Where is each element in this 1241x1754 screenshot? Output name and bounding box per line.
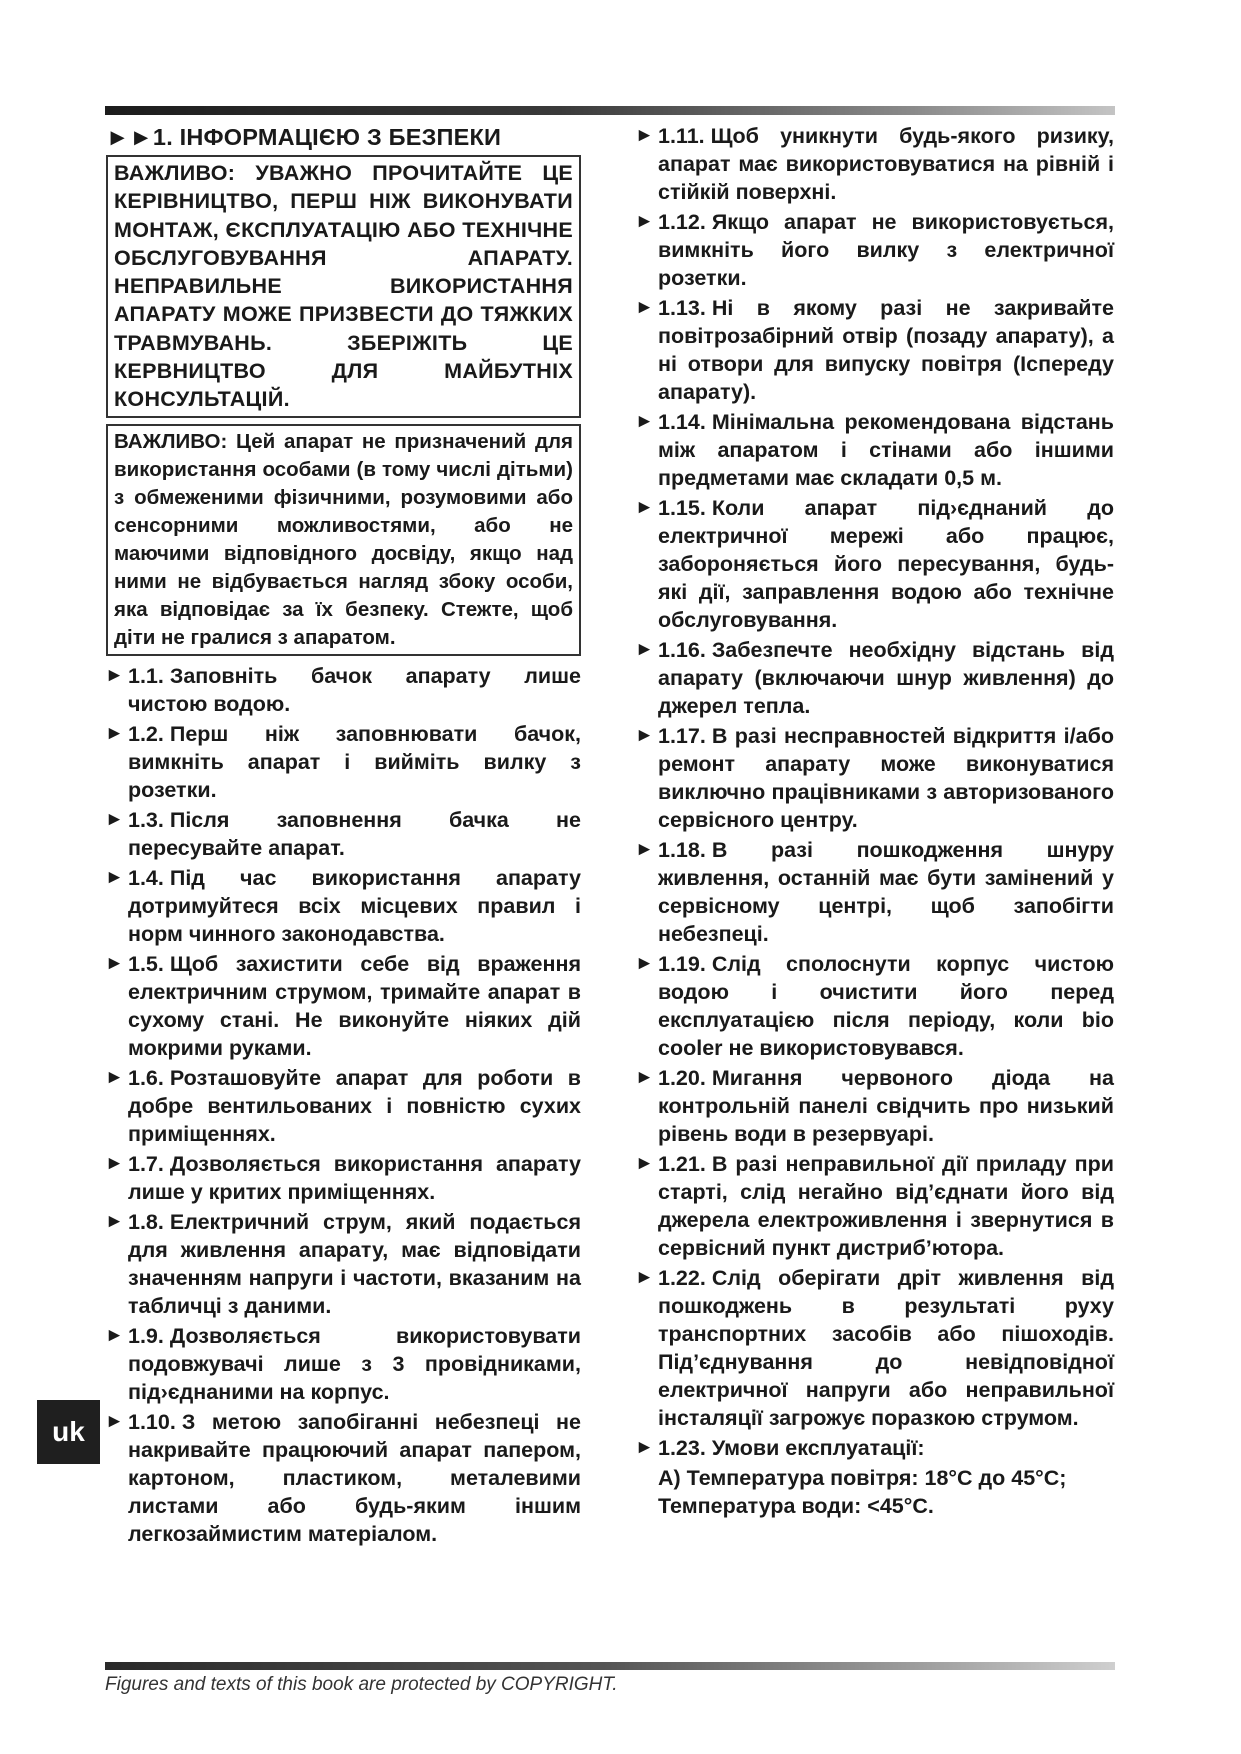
item-number: 1.8. — [128, 1209, 164, 1234]
arrow-right-icon: ► — [105, 1410, 124, 1432]
item-text: Умови експлуатації: — [711, 1436, 925, 1460]
item-text: З метою запобіганні небезпеці не накривайте працюючий апарат папером, картоном, пластиком, металевими листами або будь-яким іншим легкозаймистим матеріалом. — [128, 1409, 581, 1546]
item-text: Слід сполоснути корпус чистою водою і очистити його перед експлуатацією після періоду, коли bio cooler не використовувався. — [658, 952, 1114, 1060]
left-column — [106, 122, 581, 1550]
item-text: Розташовуйте апарат для роботи в добре вентильованих і повністю сухих приміщеннях. — [128, 1065, 581, 1146]
arrow-right-icon: ► — [635, 297, 654, 318]
item-number: 1.6. — [128, 1065, 164, 1090]
operating-conditions-air: А) Температура повітря: 18°C до 45°C; — [658, 1466, 1067, 1490]
safety-item — [106, 1064, 581, 1148]
safety-item — [636, 1264, 1114, 1432]
item-number: 1.20. — [658, 1066, 706, 1090]
item-text: Мигання червоного діода на контрольній панелі свідчить про низький рівень води в резервуарі. — [658, 1066, 1114, 1146]
safety-item — [636, 722, 1114, 834]
item-number: 1.15. — [658, 496, 706, 520]
item-number: 1.2. — [128, 721, 164, 746]
item-number: 1.5. — [128, 951, 164, 976]
item-text: Ні в якому разі не закривайте повітрозабірний отвір (позаду апарату), а ні отвори для випуску повітря (Іспереду апарату). — [658, 296, 1114, 404]
item-number: 1.14. — [658, 410, 706, 434]
safety-item — [636, 1434, 1114, 1462]
item-number: 1.19. — [658, 952, 706, 976]
item-text: В разі неправильної дії приладу при старті, слід негайно від’єднати його від джерела електроживлення і звернутися в сервісний пункт дистриб’ютора. — [658, 1152, 1114, 1260]
item-number: 1.23. — [658, 1436, 706, 1460]
arrow-right-icon: ► — [635, 1437, 654, 1458]
arrow-right-icon: ► — [105, 722, 124, 744]
arrow-right-icon: ► — [105, 808, 124, 830]
item-number: 1.7. — [128, 1151, 164, 1176]
safety-item — [106, 1322, 581, 1406]
item-text: Коли апарат під›єднаний до електричної мережі або працює, забороняється його пересування, будь-які дії, заправлення водою або технічне обслуговування. — [658, 496, 1114, 632]
arrow-right-icon: ► — [635, 497, 654, 518]
item-number: 1.3. — [128, 807, 164, 832]
safety-item — [636, 1150, 1114, 1262]
arrow-right-icon: ► — [635, 1153, 654, 1174]
item-text: Мінімальна рекомендована відстань між апаратом і стінами або іншими предметами має складати 0,5 м. — [658, 410, 1114, 490]
arrow-right-icon: ► — [105, 952, 124, 974]
item-text: Після заповнення бачка не пересувайте апарат. — [128, 807, 581, 860]
item-text: Електричний струм, який подається для живлення апарату, має відповідати значенням напруги і частоти, вказаним на табличці з даними. — [128, 1209, 581, 1318]
language-tab: uk — [37, 1400, 100, 1464]
right-column — [636, 122, 1114, 1520]
safety-item — [636, 950, 1114, 1062]
item-number: 1.12. — [658, 210, 706, 234]
safety-item — [106, 864, 581, 948]
item-number: 1.10. — [128, 1409, 176, 1434]
item-text: Щоб уникнути будь-якого ризику, апарат має використовуватися на рівній і стійкій поверхні. — [658, 124, 1114, 204]
important-children-notice-box: ВАЖЛИВО: Цей апарат не призначений для використання особами (в тому числі дітьми) з обмеженими фізичними, розумовими або сенсорними можливостями, або не маючими відповідного досвіду, якщо над ними не відбувається нагляд збоку особи, яка відповідає за їх безпеку. Стежте, щоб діти не гралися з апаратом. — [106, 424, 581, 656]
safety-item — [106, 806, 581, 862]
arrow-right-icon: ► — [105, 1210, 124, 1232]
safety-item — [106, 1150, 581, 1206]
item-text: В разі несправностей відкриття і/або ремонт апарату може виконуватися виключно працівниками з авторизованого сервісного центру. — [658, 724, 1114, 832]
arrow-right-icon: ► — [635, 1067, 654, 1088]
item-number: 1.17. — [658, 724, 706, 748]
safety-item — [636, 636, 1114, 720]
item-number: 1.11. — [658, 124, 705, 148]
safety-item — [106, 950, 581, 1062]
safety-item — [636, 294, 1114, 406]
safety-item — [636, 1064, 1114, 1148]
item-text: В разі пошкодження шнуру живлення, останній має бути замінений у сервісному центрі, щоб запобігти небезпеці. — [658, 838, 1114, 946]
double-arrow-icon: ►► — [106, 124, 153, 150]
operating-conditions-water: Температура води: <45°C. — [658, 1494, 934, 1518]
arrow-right-icon: ► — [635, 639, 654, 660]
item-text: Слід оберігати дріт живлення від пошкоджень в результаті руху транспортних засобів або пішоходів. Під’єднування до невідповідної електричної напруги або неправильної інсталяції загрожує поразкою струмом. — [658, 1266, 1114, 1430]
item-number: 1.13. — [658, 296, 706, 320]
arrow-right-icon: ► — [105, 1066, 124, 1088]
section-title — [106, 122, 581, 152]
safety-item — [106, 720, 581, 804]
item-number: 1.16. — [658, 638, 706, 662]
item-number: 1.4. — [128, 865, 164, 890]
item-text: Якщо апарат не використовується, вимкніть його вилку з електричної розетки. — [658, 210, 1114, 290]
item-text: Дозволяється використовувати подовжувачі лише з 3 провідниками, під›єднаними на корпус. — [128, 1323, 581, 1404]
arrow-right-icon: ► — [635, 839, 654, 860]
item-text: Під час використання апарату дотримуйтеся всіх місцевих правил і норм чинного законодавства. — [128, 865, 581, 946]
arrow-right-icon: ► — [635, 211, 654, 232]
arrow-right-icon: ► — [635, 1267, 654, 1288]
safety-item — [106, 662, 581, 718]
item-number: 1.1. — [128, 663, 164, 688]
safety-item — [636, 122, 1114, 206]
item-number: 1.21. — [658, 1152, 706, 1176]
arrow-right-icon: ► — [105, 1152, 124, 1174]
safety-item — [636, 408, 1114, 492]
arrow-right-icon: ► — [105, 664, 124, 686]
section-title-text: 1. ІНФОРМАЦІЄЮ З БЕЗПЕКИ — [152, 124, 502, 150]
arrow-right-icon: ► — [105, 1324, 124, 1346]
bottom-rule — [105, 1662, 1115, 1670]
item-number: 1.22. — [658, 1266, 706, 1290]
arrow-right-icon: ► — [635, 953, 654, 974]
important-notice-box: ВАЖЛИВО: УВАЖНО ПРОЧИТАЙТЕ ЦЕ КЕРІВНИЦТВО, ПЕРШ НІЖ ВИКОНУВАТИ МОНТАЖ, ЄКСПЛУАТАЦІЮ АБО ТЕХНІЧНЕ ОБСЛУГОВУВАННЯ АПАРАТУ. НЕПРАВИЛЬНЕ ВИКОРИСТАННЯ АПАРАТУ МОЖЕ ПРИЗВЕСТИ ДО ТЯЖКИХ ТРАВМУВАНЬ. ЗБЕРІЖІТЬ ЦЕ КЕРВНИЦТВО ДЛЯ МАЙБУТНІХ КОНСУЛЬТАЦІЙ. — [106, 155, 581, 418]
safety-item — [636, 208, 1114, 292]
item-text: Забезпечте необхідну відстань від апарату (включаючи шнур живлення) до джерел тепла. — [658, 638, 1114, 718]
item-text: Заповніть бачок апарату лише чистою водою. — [128, 663, 581, 716]
item-text: Щоб захистити себе від враження електричним струмом, тримайте апарат в сухому стані. Не виконуйте ніяких дій мокрими руками. — [128, 951, 581, 1060]
safety-item — [106, 1408, 581, 1548]
safety-item — [106, 1208, 581, 1320]
arrow-right-icon: ► — [105, 866, 124, 888]
item-text: Дозволяється використання апарату лише у критих приміщеннях. — [128, 1151, 581, 1204]
arrow-right-icon: ► — [635, 725, 654, 746]
item-number: 1.18. — [658, 838, 706, 862]
item-number: 1.9. — [128, 1323, 164, 1348]
copyright-footer: Figures and texts of this book are protected by COPYRIGHT. — [105, 1674, 618, 1695]
top-rule — [105, 106, 1115, 115]
safety-item — [636, 494, 1114, 634]
arrow-right-icon: ► — [635, 411, 654, 432]
arrow-right-icon: ► — [635, 125, 654, 146]
safety-item — [636, 836, 1114, 948]
item-text: Перш ніж заповнювати бачок, вимкніть апарат і вийміть вилку з розетки. — [128, 721, 581, 802]
